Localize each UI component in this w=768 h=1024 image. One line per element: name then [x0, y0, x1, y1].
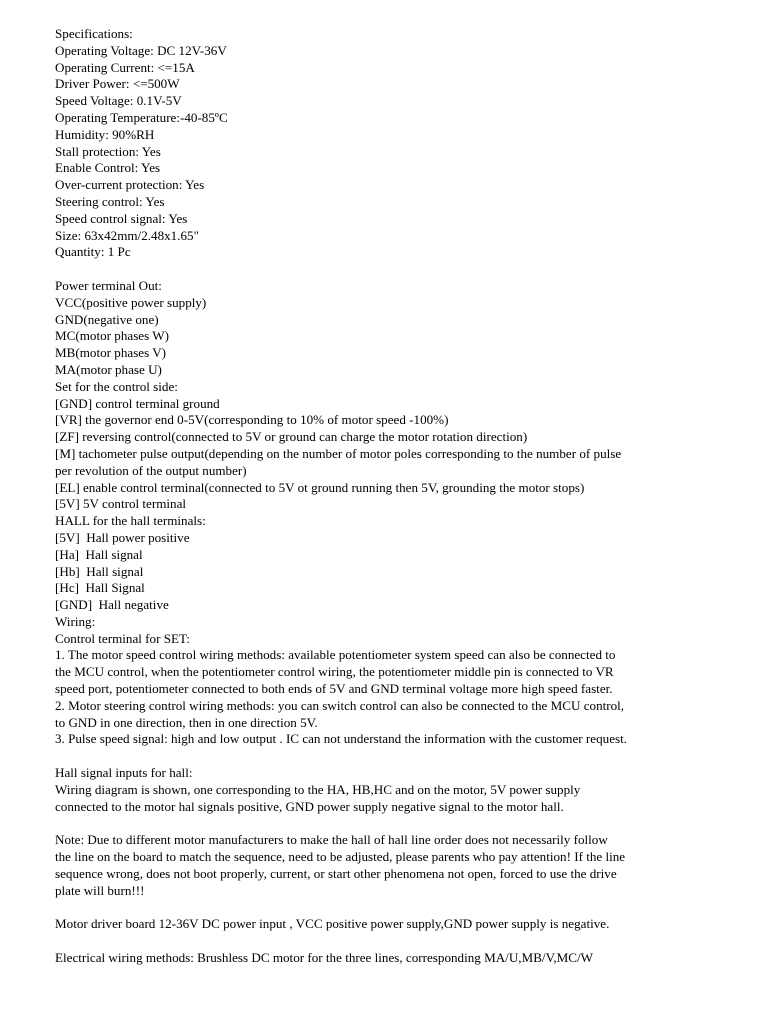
text-line: [M] tachometer pulse output(depending on the number of motor poles corresponding to the number of pulse	[55, 445, 622, 461]
text-line: [ZF] reversing control(connected to 5V or ground can charge the motor rotation direction)	[55, 429, 528, 445]
text-line: Note: Due to different motor manufacturers to make the hall of hall line order does not necessarily follow	[55, 832, 608, 848]
text-line: the MCU control, when the potentiometer control wiring, the potentiometer middle pin is connected to VR	[55, 664, 614, 680]
text-line: [VR] the governor end 0-5V(corresponding to 10% of motor speed -100%)	[55, 412, 449, 428]
text-line: MB(motor phases V)	[55, 345, 167, 361]
text-line: Over-current protection: Yes	[55, 177, 205, 193]
text-line: Driver Power: <=500W	[55, 76, 180, 92]
text-line: GND(negative one)	[55, 311, 159, 327]
text-line: Electrical wiring methods: Brushless DC motor for the three lines, corresponding MA/U,MB/V,MC/W	[55, 949, 593, 965]
text-line: [Hc] Hall Signal	[55, 580, 145, 596]
blank-line	[55, 815, 738, 832]
text-line: MA(motor phase U)	[55, 361, 162, 377]
text-line: [Hb] Hall signal	[55, 563, 144, 579]
text-line: 1. The motor speed control wiring methods: available potentiometer system speed can also be connected to	[55, 647, 616, 663]
text-line: Speed control signal: Yes	[55, 210, 188, 226]
text-line: Size: 63x42mm/2.48x1.65"	[55, 227, 199, 243]
text-line: connected to the motor hal signals positive, GND power supply negative signal to the motor hall.	[55, 798, 564, 814]
text-line: plate will burn!!!	[55, 882, 145, 898]
text-line: Control terminal for SET:	[55, 630, 190, 646]
text-line: [GND] control terminal ground	[55, 395, 220, 411]
blank-line	[55, 899, 738, 916]
text-line: Speed Voltage: 0.1V-5V	[55, 93, 182, 109]
text-line: Operating Voltage: DC 12V-36V	[55, 42, 227, 58]
blank-line	[55, 261, 738, 278]
text-line: Quantity: 1 Pc	[55, 244, 131, 260]
blank-line	[55, 933, 738, 950]
text-line: Operating Temperature:-40-85ºC	[55, 109, 228, 125]
text-line: Wiring diagram is shown, one corresponding to the HA, HB,HC and on the motor, 5V power supply	[55, 781, 581, 797]
text-line: Operating Current: <=15A	[55, 59, 195, 75]
document-body	[55, 26, 738, 967]
text-line: Specifications:	[55, 26, 133, 41]
text-line: MC(motor phases W)	[55, 328, 169, 344]
text-line: 2. Motor steering control wiring methods: you can switch control can also be connected to the MCU control,	[55, 697, 625, 713]
text-line: Power terminal Out:	[55, 277, 162, 293]
blank-line	[55, 748, 738, 765]
text-line: [5V] 5V control terminal	[55, 496, 187, 512]
text-line: VCC(positive power supply)	[55, 294, 207, 310]
text-line: Hall signal inputs for hall:	[55, 765, 193, 781]
text-line: Wiring:	[55, 613, 96, 629]
text-line: [5V] Hall power positive	[55, 529, 190, 545]
text-line: the line on the board to match the sequence, need to be adjusted, please parents who pay attention! If the line	[55, 849, 626, 865]
text-line: Enable Control: Yes	[55, 160, 161, 176]
text-line: to GND in one direction, then in one direction 5V.	[55, 714, 318, 730]
text-line: [Ha] Hall signal	[55, 546, 143, 562]
text-line: Humidity: 90%RH	[55, 126, 155, 142]
text-line: 3. Pulse speed signal: high and low output . IC can not understand the information with the customer request.	[55, 731, 628, 747]
text-line: per revolution of the output number)	[55, 462, 247, 478]
text-line: HALL for the hall terminals:	[55, 513, 206, 529]
text-line: [EL] enable control terminal(connected to 5V ot ground running then 5V, grounding the motor stops)	[55, 479, 585, 495]
text-line: sequence wrong, does not boot properly, current, or start other phenomena not open, forced to use the drive	[55, 865, 617, 881]
text-line: Stall protection: Yes	[55, 143, 161, 159]
text-line: Steering control: Yes	[55, 193, 165, 209]
text-line: speed port, potentiometer connected to both ends of 5V and GND terminal voltage more high speed faster.	[55, 681, 613, 697]
text-line: Set for the control side:	[55, 378, 178, 394]
text-line: Motor driver board 12-36V DC power input , VCC positive power supply,GND power supply is negative.	[55, 916, 610, 932]
text-line: [GND] Hall negative	[55, 597, 169, 613]
